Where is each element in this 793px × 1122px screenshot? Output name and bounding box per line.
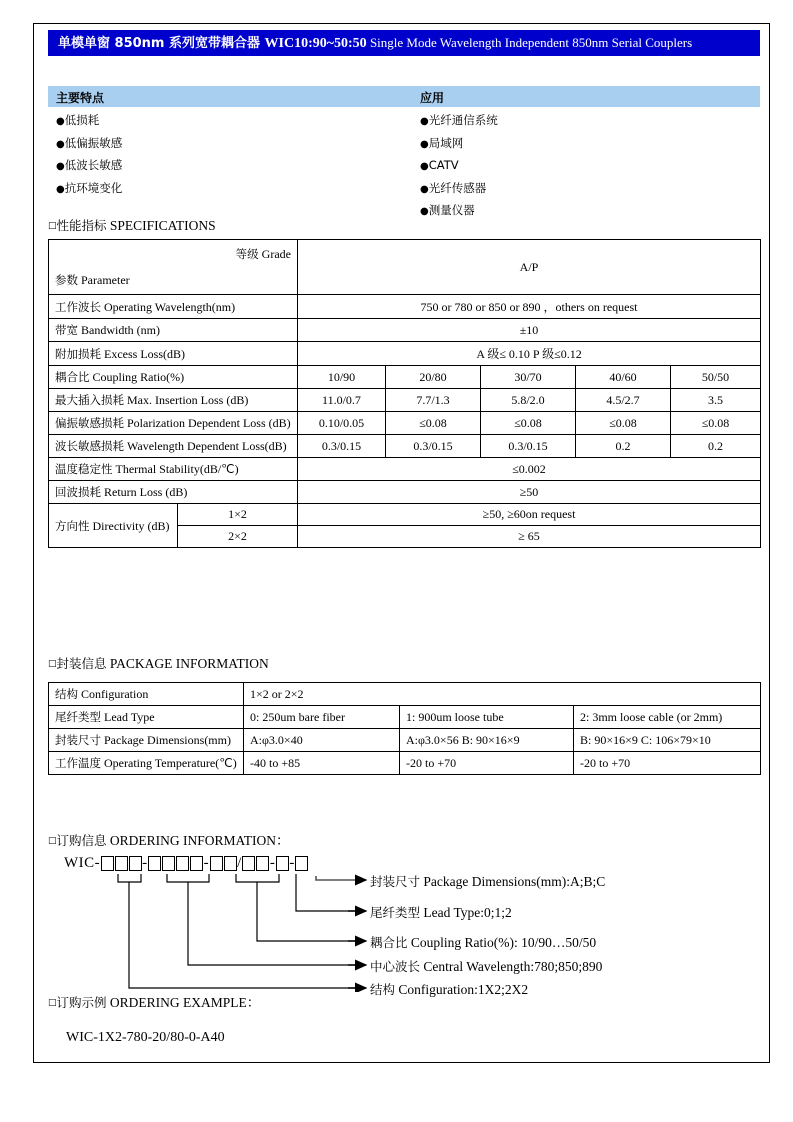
application-label: CATV bbox=[428, 158, 459, 172]
char-box bbox=[295, 856, 308, 871]
table-row bbox=[49, 706, 761, 729]
row-cell: 20/80 bbox=[386, 366, 481, 389]
list-item bbox=[420, 110, 498, 133]
row-cell: 0.3/0.15 bbox=[481, 435, 576, 458]
row-cell: 0.2 bbox=[576, 435, 671, 458]
applications-list bbox=[420, 110, 498, 223]
table-row bbox=[49, 319, 761, 342]
row-cell: 0.3/0.15 bbox=[298, 435, 386, 458]
ordering-example-section-heading bbox=[48, 991, 260, 1011]
row-cell: ≤0.08 bbox=[481, 412, 576, 435]
directivity-label: 方向性 Directivity (dB) bbox=[49, 504, 178, 548]
row-cell: 10/90 bbox=[298, 366, 386, 389]
package-information-table bbox=[48, 682, 761, 775]
table-row bbox=[49, 295, 761, 319]
features-list bbox=[56, 110, 122, 200]
separator: - bbox=[203, 854, 210, 871]
ordering-info-section-heading bbox=[48, 829, 290, 849]
square-bullet-icon: □ bbox=[48, 659, 57, 669]
leader-label-coupling-ratio: 耦合比 Coupling Ratio(%): 10/90…50/50 bbox=[370, 935, 597, 950]
title-chinese: 单模单窗 850nm 系列宽带耦合器 bbox=[58, 36, 265, 51]
row-label: 耦合比 Coupling Ratio(%) bbox=[49, 366, 298, 389]
row-cell: 0.3/0.15 bbox=[386, 435, 481, 458]
features-column bbox=[56, 110, 122, 200]
row-cell: ≤0.08 bbox=[386, 412, 481, 435]
list-item bbox=[56, 155, 122, 178]
separator: - bbox=[269, 854, 276, 871]
field-ratio-right-boxes bbox=[242, 856, 270, 871]
row-value: A 级≤ 0.10 P 级≤0.12 bbox=[298, 342, 761, 366]
table-row bbox=[49, 435, 761, 458]
spec-header-cell bbox=[49, 240, 298, 295]
features-header-label: 主要特点 bbox=[56, 91, 105, 105]
feature-label: 低偏振敏感 bbox=[64, 135, 123, 150]
grade-label: 等级 Grade bbox=[235, 247, 291, 261]
table-row bbox=[49, 342, 761, 366]
bullet-icon: ● bbox=[56, 161, 65, 172]
bullet-icon: ● bbox=[420, 206, 429, 217]
feature-label: 低损耗 bbox=[64, 113, 100, 127]
features-applications-header bbox=[48, 86, 760, 107]
row-cell: 40/60 bbox=[576, 366, 671, 389]
application-label: 测量仪器 bbox=[428, 203, 475, 217]
row-cell: -40 to +85 bbox=[244, 752, 400, 775]
package-heading-en: PACKAGE INFORMATION bbox=[106, 656, 269, 671]
table-row-header bbox=[49, 240, 761, 295]
row-cell: -20 to +70 bbox=[400, 752, 574, 775]
char-box bbox=[210, 856, 223, 871]
ordering-example-value: WIC-1X2-780-20/80-0-A40 bbox=[66, 1030, 225, 1045]
ordering-example-heading-en: ORDERING EXAMPLE： bbox=[106, 995, 261, 1010]
field-lead-type-boxes bbox=[275, 856, 289, 871]
row-value: ±10 bbox=[298, 319, 761, 342]
char-box bbox=[162, 856, 175, 871]
applications-header-label: 应用 bbox=[420, 91, 445, 105]
feature-label: 抗环境变化 bbox=[64, 180, 123, 195]
row-cell: 50/50 bbox=[671, 366, 761, 389]
list-item bbox=[56, 110, 122, 133]
table-row bbox=[49, 389, 761, 412]
field-package-dim-boxes bbox=[295, 856, 309, 871]
feature-label: 低波长敏感 bbox=[64, 158, 123, 172]
field-configuration-boxes bbox=[100, 856, 142, 871]
row-label: 带宽 Bandwidth (nm) bbox=[49, 319, 298, 342]
square-bullet-icon: □ bbox=[48, 998, 57, 1008]
row-label: 结构 Configuration bbox=[49, 683, 244, 706]
bullet-icon: ● bbox=[56, 116, 65, 127]
title-english: Single Mode Wavelength Independent 850nm Serial Couplers bbox=[366, 35, 693, 50]
table-row bbox=[49, 683, 761, 706]
row-label: 尾纤类型 Lead Type bbox=[49, 706, 244, 729]
row-cell: 30/70 bbox=[481, 366, 576, 389]
row-label: 最大插入损耗 Max. Insertion Loss (dB) bbox=[49, 389, 298, 412]
list-item bbox=[56, 133, 122, 156]
table-row bbox=[49, 481, 761, 504]
specifications-table bbox=[48, 239, 761, 548]
table-row bbox=[49, 729, 761, 752]
part-number-template bbox=[64, 852, 309, 874]
row-value: ≥50 bbox=[298, 481, 761, 504]
row-cell: 1: 900um loose tube bbox=[400, 706, 574, 729]
part-number-prefix: WIC- bbox=[64, 854, 101, 871]
char-box bbox=[176, 856, 189, 871]
slash-separator: / bbox=[237, 854, 242, 871]
row-cell: 4.5/2.7 bbox=[576, 389, 671, 412]
specifications-section-heading bbox=[48, 216, 216, 234]
bullet-icon: ● bbox=[420, 161, 429, 172]
row-label: 偏振敏感损耗 Polarization Dependent Loss (dB) bbox=[49, 412, 298, 435]
bullet-icon: ● bbox=[56, 183, 65, 195]
square-bullet-icon: □ bbox=[48, 836, 57, 846]
specifications-heading-en: SPECIFICATIONS bbox=[106, 218, 216, 233]
row-cell: 3.5 bbox=[671, 389, 761, 412]
field-ratio-left-boxes bbox=[209, 856, 237, 871]
leader-label-central-wavelength: 中心波长 Central Wavelength:780;850;890 bbox=[370, 959, 603, 974]
char-box bbox=[256, 856, 269, 871]
row-cell: 11.0/0.7 bbox=[298, 389, 386, 412]
row-label: 工作波长 Operating Wavelength(nm) bbox=[49, 295, 298, 319]
list-item bbox=[56, 178, 122, 201]
document-title-bar bbox=[48, 30, 760, 56]
table-row bbox=[49, 366, 761, 389]
application-label: 局域网 bbox=[428, 135, 464, 150]
bullet-icon: ● bbox=[420, 138, 429, 150]
row-label: 波长敏感损耗 Wavelength Dependent Loss(dB) bbox=[49, 435, 298, 458]
row-cell: 2: 3mm loose cable (or 2mm) bbox=[574, 706, 761, 729]
char-box bbox=[115, 856, 128, 871]
list-item bbox=[420, 133, 498, 156]
row-cell: B: 90×16×9 C: 106×79×10 bbox=[574, 729, 761, 752]
char-box bbox=[101, 856, 114, 871]
parameter-label: 参数 Parameter bbox=[55, 273, 130, 287]
bullet-icon: ● bbox=[56, 138, 65, 150]
list-item bbox=[420, 178, 498, 201]
features-applications-body bbox=[48, 110, 760, 217]
list-item bbox=[420, 200, 498, 223]
separator: - bbox=[142, 854, 148, 871]
list-item bbox=[420, 155, 498, 178]
applications-column bbox=[420, 110, 498, 223]
table-row bbox=[49, 752, 761, 775]
row-cell: A:φ3.0×56 B: 90×16×9 bbox=[400, 729, 574, 752]
directivity-config: 1×2 bbox=[178, 504, 298, 526]
row-cell: 0: 250um bare fiber bbox=[244, 706, 400, 729]
directivity-value: ≥ 65 bbox=[298, 526, 761, 548]
square-bullet-icon: □ bbox=[48, 221, 57, 231]
bullet-icon: ● bbox=[420, 116, 429, 127]
row-cell: 7.7/1.3 bbox=[386, 389, 481, 412]
ordering-info-heading-en: ORDERING INFORMATION： bbox=[106, 833, 290, 848]
table-row-directivity bbox=[49, 504, 761, 526]
row-label: 回波损耗 Return Loss (dB) bbox=[49, 481, 298, 504]
char-box bbox=[129, 856, 142, 871]
row-cell: 5.8/2.0 bbox=[481, 389, 576, 412]
char-box bbox=[224, 856, 237, 871]
char-box bbox=[190, 856, 203, 871]
row-cell: 0.10/0.05 bbox=[298, 412, 386, 435]
leader-label-package-dimensions: 封装尺寸 Package Dimensions(mm):A;B;C bbox=[370, 874, 606, 889]
row-value: 1×2 or 2×2 bbox=[244, 683, 761, 706]
row-cell: A:φ3.0×40 bbox=[244, 729, 400, 752]
grade-value-cell: A/P bbox=[298, 240, 761, 295]
row-cell: -20 to +70 bbox=[574, 752, 761, 775]
field-wavelength-boxes bbox=[148, 856, 204, 871]
row-label: 工作温度 Operating Temperature(℃) bbox=[49, 752, 244, 775]
package-heading-cn: 封装信息 bbox=[56, 656, 107, 671]
ordering-example-heading-cn: 订购示例 bbox=[56, 995, 107, 1010]
row-cell: ≤0.08 bbox=[576, 412, 671, 435]
char-box bbox=[148, 856, 161, 871]
row-label: 封装尺寸 Package Dimensions(mm) bbox=[49, 729, 244, 752]
row-value: ≤0.002 bbox=[298, 458, 761, 481]
leader-label-configuration: 结构 Configuration:1X2;2X2 bbox=[370, 982, 529, 997]
table-row bbox=[49, 458, 761, 481]
specifications-heading-cn: 性能指标 bbox=[56, 218, 107, 233]
directivity-config: 2×2 bbox=[178, 526, 298, 548]
leader-label-lead-type: 尾纤类型 Lead Type:0;1;2 bbox=[370, 905, 512, 920]
application-label: 光纤通信系统 bbox=[428, 113, 498, 127]
directivity-value: ≥50, ≥60on request bbox=[298, 504, 761, 526]
row-label: 温度稳定性 Thermal Stability(dB/℃) bbox=[49, 458, 298, 481]
row-label: 附加损耗 Excess Loss(dB) bbox=[49, 342, 298, 366]
table-row bbox=[49, 412, 761, 435]
char-box bbox=[276, 856, 289, 871]
row-value: 750 or 780 or 850 or 890 ，others on request bbox=[298, 295, 761, 319]
separator: - bbox=[289, 854, 295, 871]
row-cell: ≤0.08 bbox=[671, 412, 761, 435]
char-box bbox=[242, 856, 255, 871]
ordering-part-number-diagram bbox=[48, 852, 760, 997]
ordering-info-heading-cn: 订购信息 bbox=[56, 833, 107, 848]
bullet-icon: ● bbox=[420, 183, 429, 195]
title-product-code: WIC10:90~50:50 bbox=[264, 36, 367, 51]
row-cell: 0.2 bbox=[671, 435, 761, 458]
package-section-heading bbox=[48, 654, 269, 672]
application-label: 光纤传感器 bbox=[428, 180, 487, 195]
